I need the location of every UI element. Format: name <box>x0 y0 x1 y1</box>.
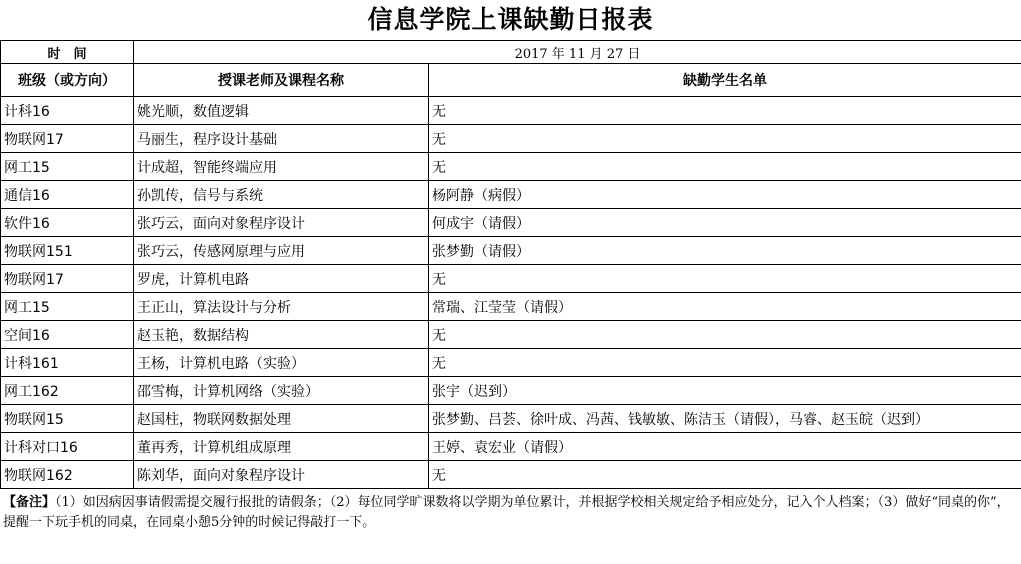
cell-teacher-course: 张巧云，面向对象程序设计 <box>134 209 429 237</box>
cell-absent: 无 <box>429 153 1021 181</box>
table-row <box>1 377 1021 405</box>
header-teacher-course: 授课老师及课程名称 <box>134 64 429 97</box>
cell-class: 网工15 <box>1 293 134 321</box>
table-row <box>1 293 1021 321</box>
report-title: 信息学院上课缺勤日报表 <box>367 5 654 34</box>
table-row <box>1 153 1021 181</box>
header-class: 班级（或方向） <box>1 64 134 97</box>
cell-class: 物联网151 <box>1 237 134 265</box>
cell-absent: 张宇（迟到） <box>429 377 1021 405</box>
cell-absent: 无 <box>429 349 1021 377</box>
cell-absent: 张梦勤（请假） <box>429 237 1021 265</box>
date-value: 2017 年 11 月 27 日 <box>134 41 1021 64</box>
absence-table <box>0 40 1021 489</box>
header-absent: 缺勤学生名单 <box>429 64 1021 97</box>
table-row <box>1 321 1021 349</box>
table-row <box>1 97 1021 125</box>
cell-class: 网工162 <box>1 377 134 405</box>
cell-absent: 无 <box>429 265 1021 293</box>
cell-teacher-course: 董再秀，计算机组成原理 <box>134 433 429 461</box>
table-row <box>1 125 1021 153</box>
cell-absent: 无 <box>429 97 1021 125</box>
table-row <box>1 349 1021 377</box>
table-row <box>1 433 1021 461</box>
date-row <box>1 41 1021 64</box>
table-row <box>1 405 1021 433</box>
cell-class: 计科对口16 <box>1 433 134 461</box>
cell-teacher-course: 赵国柱，物联网数据处理 <box>134 405 429 433</box>
cell-teacher-course: 王杨，计算机电路（实验） <box>134 349 429 377</box>
cell-class: 物联网17 <box>1 125 134 153</box>
cell-class: 网工15 <box>1 153 134 181</box>
cell-teacher-course: 陈刘华，面向对象程序设计 <box>134 461 429 489</box>
cell-absent: 常瑞、江莹莹（请假） <box>429 293 1021 321</box>
table-row <box>1 237 1021 265</box>
cell-class: 空间16 <box>1 321 134 349</box>
cell-class: 计科16 <box>1 97 134 125</box>
header-row <box>1 64 1021 97</box>
cell-absent: 无 <box>429 461 1021 489</box>
remarks <box>0 489 1018 533</box>
cell-teacher-course: 姚光顺，数值逻辑 <box>134 97 429 125</box>
cell-absent: 无 <box>429 125 1021 153</box>
table-row <box>1 209 1021 237</box>
cell-class: 物联网15 <box>1 405 134 433</box>
cell-absent: 无 <box>429 321 1021 349</box>
cell-absent: 杨阿静（病假） <box>429 181 1021 209</box>
cell-absent: 王婷、袁宏业（请假） <box>429 433 1021 461</box>
table-row <box>1 181 1021 209</box>
cell-teacher-course: 罗虎，计算机电路 <box>134 265 429 293</box>
table-row <box>1 461 1021 489</box>
cell-absent: 张梦勤、吕荟、徐叶成、冯茜、钱敏敏、陈洁玉（请假），马睿、赵玉皖（迟到） <box>429 405 1021 433</box>
cell-class: 计科161 <box>1 349 134 377</box>
cell-teacher-course: 计成超，智能终端应用 <box>134 153 429 181</box>
cell-absent: 何成宇（请假） <box>429 209 1021 237</box>
table-row <box>1 265 1021 293</box>
remarks-label: 【备注】 <box>3 495 56 510</box>
cell-teacher-course: 马丽生，程序设计基础 <box>134 125 429 153</box>
date-label: 时 间 <box>1 41 134 64</box>
cell-teacher-course: 张巧云，传感网原理与应用 <box>134 237 429 265</box>
cell-class: 通信16 <box>1 181 134 209</box>
remarks-text: （1）如因病因事请假需提交履行报批的请假条；（2）每位同学旷课数将以学期为单位累计，并根据学校相关规定给予相应处分，记入个人档案；（3）做好“同桌的你”，提醒一下玩手机的同桌，在同桌小憩5分钟的时候记得敲打一下。 <box>3 495 1010 530</box>
cell-teacher-course: 王正山，算法设计与分析 <box>134 293 429 321</box>
cell-class: 软件16 <box>1 209 134 237</box>
cell-teacher-course: 孙凯传，信号与系统 <box>134 181 429 209</box>
cell-teacher-course: 邵雪梅，计算机网络（实验） <box>134 377 429 405</box>
cell-class: 物联网162 <box>1 461 134 489</box>
cell-teacher-course: 赵玉艳，数据结构 <box>134 321 429 349</box>
cell-class: 物联网17 <box>1 265 134 293</box>
